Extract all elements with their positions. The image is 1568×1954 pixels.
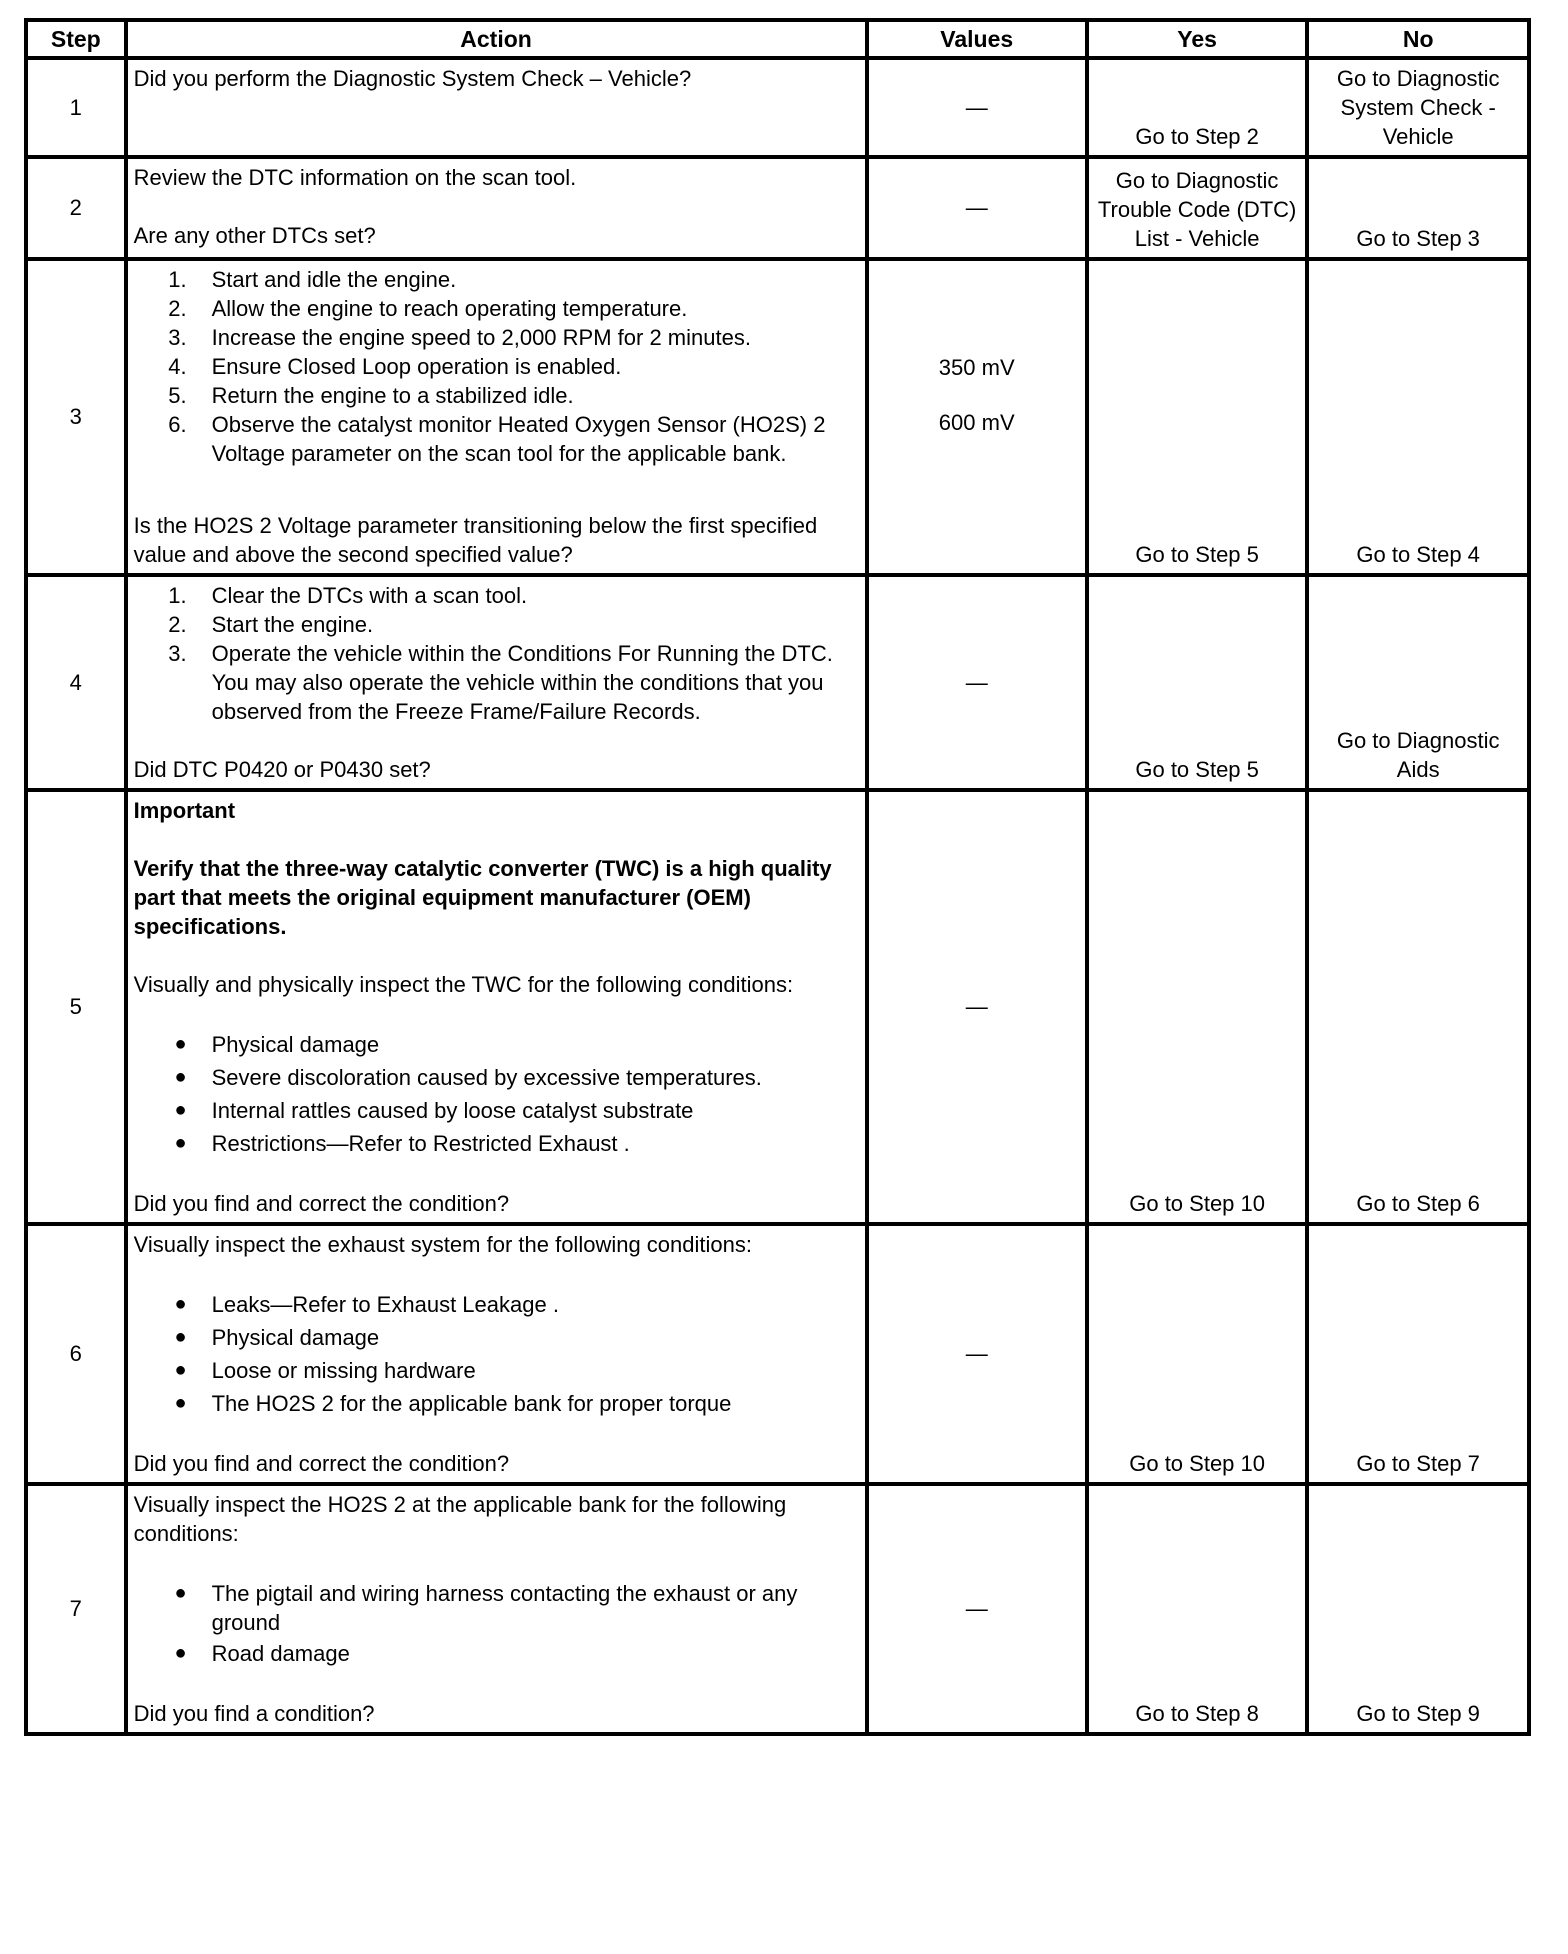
action-cell <box>126 1224 867 1484</box>
bullet-icon: ● <box>174 1359 187 1381</box>
action-intro: Review the DTC information on the scan tool. <box>133 165 577 190</box>
list-text: The HO2S 2 for the applicable bank for proper torque <box>211 1391 732 1416</box>
list-text: Restrictions—Refer to Restricted Exhaust . <box>211 1131 630 1156</box>
bullet-icon: ● <box>174 1066 187 1088</box>
bullet-icon: ● <box>174 1392 187 1414</box>
step-number: 4 <box>26 575 126 790</box>
values-cell: — <box>867 575 1087 790</box>
bullet-icon: ● <box>174 1099 187 1121</box>
no-cell: Go to Diagnostic System Check - Vehicle <box>1307 58 1529 157</box>
step-number: 7 <box>26 1484 126 1734</box>
values-cell: — <box>867 790 1087 1224</box>
header-row <box>26 20 1529 58</box>
list-item <box>134 1354 859 1387</box>
table-row <box>26 58 1529 157</box>
list-item <box>134 410 859 468</box>
header-step: Step <box>26 20 126 58</box>
list-number: 2. <box>168 612 187 637</box>
yes-cell: Go to Step 2 <box>1087 58 1307 157</box>
list-text: The pigtail and wiring harness contacting the exhaust or any ground <box>211 1581 798 1635</box>
list-item <box>134 1387 859 1420</box>
table-row <box>26 790 1529 1224</box>
list-item <box>134 1637 859 1670</box>
action-question: Did you find a condition? <box>133 1701 375 1726</box>
list-item <box>134 1061 859 1094</box>
action-intro: Visually inspect the HO2S 2 at the applicable bank for the following conditions: <box>133 1492 787 1546</box>
list-number: 3. <box>168 325 187 350</box>
step-number: 2 <box>26 157 126 259</box>
list-text: Internal rattles caused by loose catalyst substrate <box>211 1098 694 1123</box>
values-cell: — <box>867 1224 1087 1484</box>
values-cell: — <box>867 1484 1087 1734</box>
yes-cell: Go to Diagnostic Trouble Code (DTC) List - Vehicle <box>1087 157 1307 259</box>
values-cell: — <box>867 157 1087 259</box>
list-text: Start and idle the engine. <box>211 267 457 292</box>
value-first: 350 mV <box>938 355 1015 380</box>
step-number: 5 <box>26 790 126 1224</box>
list-text: Severe discoloration caused by excessive temperatures. <box>211 1065 762 1090</box>
list-number: 1. <box>168 267 187 292</box>
list-text: Clear the DTCs with a scan tool. <box>211 583 528 608</box>
action-cell <box>126 1484 867 1734</box>
bullet-icon: ● <box>174 1642 187 1664</box>
list-item <box>134 581 859 610</box>
no-cell: Go to Step 3 <box>1307 157 1529 259</box>
action-cell <box>126 58 867 157</box>
values-cell: — <box>867 58 1087 157</box>
list-number: 5. <box>168 383 187 408</box>
action-question: Are any other DTCs set? <box>133 223 376 248</box>
list-text: Start the engine. <box>211 612 374 637</box>
yes-cell: Go to Step 10 <box>1087 1224 1307 1484</box>
no-cell: Go to Diagnostic Aids <box>1307 575 1529 790</box>
list-text: Increase the engine speed to 2,000 RPM for 2 minutes. <box>211 325 751 350</box>
action-cell <box>126 157 867 259</box>
action-cell <box>126 790 867 1224</box>
list-text: Observe the catalyst monitor Heated Oxygen Sensor (HO2S) 2 Voltage parameter on the scan tool for the applicable bank. <box>211 412 826 466</box>
bullet-icon: ● <box>174 1033 187 1055</box>
table-row <box>26 1484 1529 1734</box>
value-second: 600 mV <box>938 410 1015 435</box>
no-cell: Go to Step 6 <box>1307 790 1529 1224</box>
list-item <box>134 1577 859 1637</box>
action-intro: Visually and physically inspect the TWC for the following conditions: <box>133 972 794 997</box>
action-question: Did DTC P0420 or P0430 set? <box>133 757 431 782</box>
numbered-list <box>134 581 859 726</box>
action-question: Did you find and correct the condition? <box>133 1191 510 1216</box>
list-text: Road damage <box>211 1641 350 1666</box>
no-cell: Go to Step 9 <box>1307 1484 1529 1734</box>
bullet-list <box>134 1288 859 1420</box>
action-question: Is the HO2S 2 Voltage parameter transitioning below the first specified value and above the second specified value? <box>133 513 818 567</box>
list-number: 2. <box>168 296 187 321</box>
list-item <box>134 352 859 381</box>
bullet-icon: ● <box>174 1582 187 1604</box>
list-item <box>134 610 859 639</box>
yes-cell: Go to Step 5 <box>1087 575 1307 790</box>
list-item <box>134 265 859 294</box>
list-item <box>134 1321 859 1354</box>
action-cell <box>126 259 867 575</box>
list-text: Physical damage <box>211 1325 380 1350</box>
values-cell <box>867 259 1087 575</box>
important-text: Verify that the three-way catalytic converter (TWC) is a high quality part that meets the original equipment manufacturer (OEM) specifications. <box>133 856 832 939</box>
action-question: Did you find and correct the condition? <box>133 1451 510 1476</box>
list-number: 6. <box>168 412 187 437</box>
header-values: Values <box>867 20 1087 58</box>
list-item <box>134 294 859 323</box>
header-action: Action <box>126 20 867 58</box>
list-text: Return the engine to a stabilized idle. <box>211 383 574 408</box>
list-number: 4. <box>168 354 187 379</box>
table-row <box>26 575 1529 790</box>
list-item <box>134 1028 859 1061</box>
list-text: Operate the vehicle within the Conditions For Running the DTC. You may also operate the vehicle within the conditions that you observed from the Freeze Frame/Failure Records. <box>211 641 833 724</box>
table-row <box>26 1224 1529 1484</box>
list-text: Ensure Closed Loop operation is enabled. <box>211 354 622 379</box>
no-cell: Go to Step 4 <box>1307 259 1529 575</box>
action-question: Did you perform the Diagnostic System Check – Vehicle? <box>133 66 692 91</box>
step-number: 3 <box>26 259 126 575</box>
list-item <box>134 639 859 726</box>
list-text: Allow the engine to reach operating temperature. <box>211 296 688 321</box>
list-text: Loose or missing hardware <box>211 1358 476 1383</box>
action-intro: Visually inspect the exhaust system for the following conditions: <box>133 1232 752 1257</box>
no-cell: Go to Step 7 <box>1307 1224 1529 1484</box>
yes-cell: Go to Step 5 <box>1087 259 1307 575</box>
bullet-icon: ● <box>174 1293 187 1315</box>
list-item <box>134 381 859 410</box>
list-number: 1. <box>168 583 187 608</box>
bullet-icon: ● <box>174 1132 187 1154</box>
important-label: Important <box>133 798 236 823</box>
list-item <box>134 1094 859 1127</box>
diagnostic-table <box>24 18 1531 1736</box>
list-text: Leaks—Refer to Exhaust Leakage . <box>211 1292 559 1317</box>
table-row <box>26 259 1529 575</box>
header-no: No <box>1307 20 1529 58</box>
bullet-list <box>134 1577 859 1670</box>
list-number: 3. <box>168 641 187 666</box>
list-item <box>134 1288 859 1321</box>
bullet-icon: ● <box>174 1326 187 1348</box>
list-text: Physical damage <box>211 1032 380 1057</box>
header-yes: Yes <box>1087 20 1307 58</box>
step-number: 6 <box>26 1224 126 1484</box>
action-cell <box>126 575 867 790</box>
table-row <box>26 157 1529 259</box>
yes-cell: Go to Step 8 <box>1087 1484 1307 1734</box>
list-item <box>134 323 859 352</box>
step-number: 1 <box>26 58 126 157</box>
numbered-list <box>134 265 859 468</box>
yes-cell: Go to Step 10 <box>1087 790 1307 1224</box>
bullet-list <box>134 1028 859 1160</box>
list-item <box>134 1127 859 1160</box>
